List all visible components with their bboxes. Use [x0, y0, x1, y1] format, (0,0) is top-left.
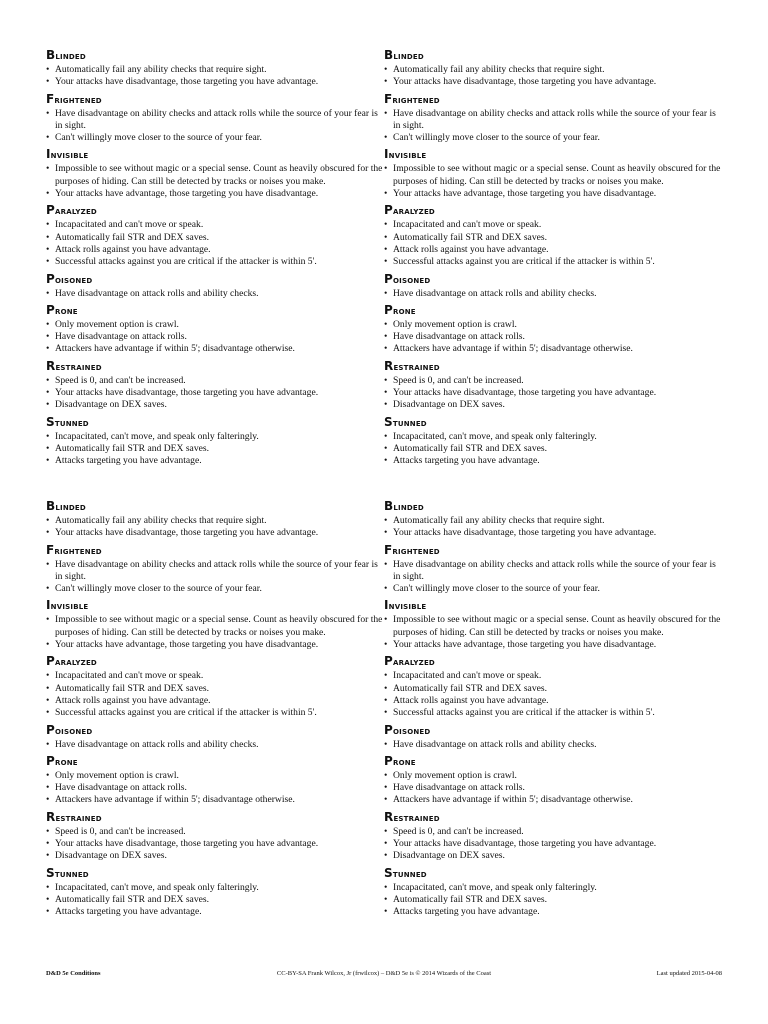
- condition-effect: • Have disadvantage on attack rolls and ability checks.: [384, 288, 724, 300]
- condition-frightened: [46, 544, 386, 596]
- condition-title: Stunned: [46, 414, 89, 429]
- condition-effects-list: [384, 515, 724, 540]
- condition-title: Frightened: [46, 91, 102, 106]
- condition-frightened: [384, 93, 724, 145]
- condition-effect: • Have disadvantage on attack rolls.: [46, 782, 386, 794]
- condition-effect: • Incapacitated, can't move, and speak only falteringly.: [46, 882, 386, 894]
- condition-title: Blinded: [46, 499, 86, 513]
- condition-effect: • Incapacitated and can't move or speak.: [46, 219, 386, 231]
- condition-effect: • Your attacks have advantage, those targeting you have disadvantage.: [46, 639, 386, 651]
- condition-effect: • Incapacitated and can't move or speak.: [384, 219, 724, 231]
- condition-effects-list: [46, 375, 386, 412]
- condition-effect: • Incapacitated and can't move or speak.: [46, 670, 386, 682]
- condition-effect: • Your attacks have disadvantage, those targeting you have advantage.: [46, 387, 386, 399]
- page-footer: [46, 968, 722, 980]
- condition-effect: • Attacks targeting you have advantage.: [46, 906, 386, 918]
- condition-effect: • Speed is 0, and can't be increased.: [384, 375, 724, 387]
- condition-effect: • Successful attacks against you are critical if the attacker is within 5'.: [46, 256, 386, 268]
- condition-effect: • Your attacks have disadvantage, those targeting you have advantage.: [384, 387, 724, 399]
- condition-effects-list: [384, 319, 724, 356]
- condition-effect: • Can't willingly move closer to the source of your fear.: [384, 132, 724, 144]
- condition-effect: • Automatically fail any ability checks that require sight.: [46, 515, 386, 527]
- condition-title: Stunned: [384, 865, 427, 880]
- condition-effect: • Incapacitated, can't move, and speak only falteringly.: [46, 431, 386, 443]
- condition-effect: • Successful attacks against you are critical if the attacker is within 5'.: [384, 707, 724, 719]
- condition-stunned: [46, 867, 386, 919]
- condition-effect: • Automatically fail STR and DEX saves.: [46, 683, 386, 695]
- condition-prone: [384, 755, 724, 807]
- condition-effects-list: [384, 614, 724, 651]
- condition-effects-list: [46, 515, 386, 540]
- condition-restrained: [46, 811, 386, 863]
- condition-effect: • Have disadvantage on attack rolls.: [384, 782, 724, 794]
- condition-effects-list: [46, 163, 386, 200]
- condition-effects-list: [46, 614, 386, 651]
- condition-title: Invisible: [384, 147, 427, 162]
- condition-effects-list: [46, 219, 386, 268]
- condition-title: Restrained: [46, 358, 102, 373]
- condition-invisible: [46, 148, 386, 200]
- condition-title: Poisoned: [384, 722, 431, 737]
- condition-effect: • Automatically fail STR and DEX saves.: [384, 443, 724, 455]
- condition-effects-list: [384, 826, 724, 863]
- condition-effect: • Have disadvantage on ability checks and attack rolls while the source of your fear is in sight.: [46, 559, 386, 584]
- condition-effects-list: [46, 739, 386, 751]
- condition-effect: • Have disadvantage on attack rolls and ability checks.: [384, 739, 724, 751]
- condition-effect: • Attack rolls against you have advantage.: [384, 695, 724, 707]
- condition-effect: • Automatically fail any ability checks that require sight.: [384, 64, 724, 76]
- condition-blinded: [384, 49, 724, 89]
- condition-effect: • Automatically fail STR and DEX saves.: [384, 232, 724, 244]
- condition-effects-list: [384, 559, 724, 596]
- condition-stunned: [46, 416, 386, 468]
- condition-effect: • Your attacks have disadvantage, those targeting you have advantage.: [384, 838, 724, 850]
- condition-restrained: [46, 360, 386, 412]
- condition-effect: • Incapacitated, can't move, and speak only falteringly.: [384, 882, 724, 894]
- conditions-card-bottom-right: [384, 500, 724, 923]
- condition-poisoned: [46, 273, 386, 300]
- condition-stunned: [384, 867, 724, 919]
- condition-effect: • Automatically fail STR and DEX saves.: [46, 443, 386, 455]
- condition-effect: • Automatically fail STR and DEX saves.: [46, 232, 386, 244]
- condition-frightened: [384, 544, 724, 596]
- condition-effect: • Automatically fail STR and DEX saves.: [384, 894, 724, 906]
- condition-effect: • Attackers have advantage if within 5'; disadvantage otherwise.: [384, 343, 724, 355]
- condition-effects-list: [46, 826, 386, 863]
- condition-effect: • Speed is 0, and can't be increased.: [46, 826, 386, 838]
- condition-effect: • Disadvantage on DEX saves.: [384, 850, 724, 862]
- condition-title: Restrained: [46, 809, 102, 824]
- condition-effect: • Incapacitated, can't move, and speak only falteringly.: [384, 431, 724, 443]
- condition-effects-list: [46, 559, 386, 596]
- condition-invisible: [384, 599, 724, 651]
- condition-effect: • Impossible to see without magic or a special sense. Count as heavily obscured for the purposes of hiding. Can still be detected by tracks or noises you make.: [384, 163, 724, 188]
- condition-effects-list: [384, 670, 724, 719]
- condition-effect: • Impossible to see without magic or a special sense. Count as heavily obscured for the purposes of hiding. Can still be detected by tracks or noises you make.: [46, 163, 386, 188]
- condition-title: Paralyzed: [46, 203, 97, 218]
- conditions-card-top-right: [384, 49, 724, 472]
- condition-effect: • Have disadvantage on attack rolls and ability checks.: [46, 739, 386, 751]
- condition-effects-list: [384, 882, 724, 919]
- condition-effects-list: [384, 163, 724, 200]
- condition-effect: • Attackers have advantage if within 5'; disadvantage otherwise.: [46, 794, 386, 806]
- condition-paralyzed: [384, 204, 724, 268]
- condition-restrained: [384, 811, 724, 863]
- condition-effects-list: [46, 770, 386, 807]
- condition-title: Restrained: [384, 809, 440, 824]
- condition-effect: • Have disadvantage on attack rolls.: [384, 331, 724, 343]
- condition-effect: • Have disadvantage on attack rolls.: [46, 331, 386, 343]
- condition-title: Frightened: [384, 91, 440, 106]
- condition-effect: • Your attacks have disadvantage, those targeting you have advantage.: [46, 838, 386, 850]
- condition-effect: • Attacks targeting you have advantage.: [384, 455, 724, 467]
- condition-title: Paralyzed: [46, 654, 97, 669]
- condition-effect: • Your attacks have disadvantage, those targeting you have advantage.: [46, 527, 386, 539]
- condition-effect: • Only movement option is crawl.: [46, 770, 386, 782]
- condition-title: Invisible: [384, 598, 427, 613]
- conditions-card-top-left: [46, 49, 386, 472]
- condition-effect: • Attacks targeting you have advantage.: [46, 455, 386, 467]
- condition-prone: [46, 304, 386, 356]
- condition-effect: • Automatically fail any ability checks that require sight.: [384, 515, 724, 527]
- condition-paralyzed: [46, 655, 386, 719]
- condition-effects-list: [46, 431, 386, 468]
- condition-effects-list: [384, 431, 724, 468]
- condition-title: Invisible: [46, 598, 89, 613]
- condition-title: Blinded: [384, 499, 424, 513]
- condition-paralyzed: [384, 655, 724, 719]
- condition-title: Invisible: [46, 147, 89, 162]
- condition-title: Poisoned: [384, 271, 431, 286]
- condition-title: Stunned: [46, 865, 89, 880]
- condition-effect: • Your attacks have disadvantage, those targeting you have advantage.: [384, 527, 724, 539]
- condition-effect: • Automatically fail STR and DEX saves.: [46, 894, 386, 906]
- condition-effect: • Only movement option is crawl.: [46, 319, 386, 331]
- condition-invisible: [46, 599, 386, 651]
- condition-effect: • Automatically fail any ability checks that require sight.: [46, 64, 386, 76]
- condition-effects-list: [384, 64, 724, 89]
- condition-title: Stunned: [384, 414, 427, 429]
- condition-effect: • Your attacks have disadvantage, those targeting you have advantage.: [46, 76, 386, 88]
- condition-effects-list: [46, 882, 386, 919]
- condition-effect: • Automatically fail STR and DEX saves.: [384, 683, 724, 695]
- condition-title: Blinded: [46, 48, 86, 62]
- condition-effect: • Your attacks have advantage, those targeting you have disadvantage.: [46, 188, 386, 200]
- condition-effect: • Impossible to see without magic or a special sense. Count as heavily obscured for the purposes of hiding. Can still be detected by tracks or noises you make.: [384, 614, 724, 639]
- condition-invisible: [384, 148, 724, 200]
- condition-effect: • Have disadvantage on ability checks and attack rolls while the source of your fear is in sight.: [46, 108, 386, 133]
- condition-title: Blinded: [384, 48, 424, 62]
- condition-blinded: [46, 49, 386, 89]
- condition-effect: • Can't willingly move closer to the source of your fear.: [46, 583, 386, 595]
- condition-title: Paralyzed: [384, 654, 435, 669]
- condition-poisoned: [384, 724, 724, 751]
- condition-title: Paralyzed: [384, 203, 435, 218]
- condition-prone: [46, 755, 386, 807]
- condition-effect: • Have disadvantage on ability checks and attack rolls while the source of your fear is in sight.: [384, 559, 724, 584]
- condition-poisoned: [46, 724, 386, 751]
- condition-effects-list: [46, 108, 386, 145]
- condition-effect: • Attacks targeting you have advantage.: [384, 906, 724, 918]
- footer-license: CC-BY-SA Frank Wilcox, Jr (frwilcox) – D&D 5e is © 2014 Wizards of the Coast: [276, 970, 492, 977]
- condition-effect: • Only movement option is crawl.: [384, 319, 724, 331]
- conditions-card-bottom-left: [46, 500, 386, 923]
- condition-effect: • Can't willingly move closer to the source of your fear.: [384, 583, 724, 595]
- condition-effect: • Impossible to see without magic or a special sense. Count as heavily obscured for the purposes of hiding. Can still be detected by tracks or noises you make.: [46, 614, 386, 639]
- condition-effect: • Disadvantage on DEX saves.: [384, 399, 724, 411]
- condition-title: Frightened: [46, 542, 102, 557]
- condition-title: Restrained: [384, 358, 440, 373]
- condition-title: Prone: [46, 302, 78, 317]
- condition-effects-list: [384, 739, 724, 751]
- condition-effects-list: [384, 770, 724, 807]
- condition-effects-list: [46, 670, 386, 719]
- condition-title: Poisoned: [46, 722, 93, 737]
- condition-effect: • Attackers have advantage if within 5'; disadvantage otherwise.: [46, 343, 386, 355]
- condition-effect: • Incapacitated and can't move or speak.: [384, 670, 724, 682]
- condition-effects-list: [46, 288, 386, 300]
- condition-title: Frightened: [384, 542, 440, 557]
- condition-effect: • Your attacks have advantage, those targeting you have disadvantage.: [384, 188, 724, 200]
- condition-blinded: [46, 500, 386, 540]
- condition-effects-list: [384, 375, 724, 412]
- condition-effect: • Attack rolls against you have advantage.: [46, 244, 386, 256]
- condition-title: Poisoned: [46, 271, 93, 286]
- condition-poisoned: [384, 273, 724, 300]
- condition-effect: • Have disadvantage on attack rolls and ability checks.: [46, 288, 386, 300]
- condition-effect: • Your attacks have disadvantage, those targeting you have advantage.: [384, 76, 724, 88]
- condition-effects-list: [46, 64, 386, 89]
- condition-blinded: [384, 500, 724, 540]
- condition-effect: • Speed is 0, and can't be increased.: [384, 826, 724, 838]
- condition-effect: • Successful attacks against you are critical if the attacker is within 5'.: [46, 707, 386, 719]
- condition-effect: • Can't willingly move closer to the source of your fear.: [46, 132, 386, 144]
- footer-title: D&D 5e Conditions: [46, 970, 101, 977]
- condition-effect: • Have disadvantage on ability checks and attack rolls while the source of your fear is in sight.: [384, 108, 724, 133]
- footer-updated: Last updated 2015-04-08: [656, 970, 722, 977]
- condition-effect: • Attack rolls against you have advantage.: [46, 695, 386, 707]
- condition-effect: • Only movement option is crawl.: [384, 770, 724, 782]
- condition-frightened: [46, 93, 386, 145]
- condition-effects-list: [384, 108, 724, 145]
- condition-effect: • Speed is 0, and can't be increased.: [46, 375, 386, 387]
- condition-title: Prone: [384, 302, 416, 317]
- condition-effect: • Attack rolls against you have advantage.: [384, 244, 724, 256]
- condition-effect: • Successful attacks against you are critical if the attacker is within 5'.: [384, 256, 724, 268]
- condition-stunned: [384, 416, 724, 468]
- condition-effects-list: [384, 288, 724, 300]
- condition-prone: [384, 304, 724, 356]
- condition-restrained: [384, 360, 724, 412]
- condition-effects-list: [46, 319, 386, 356]
- condition-effects-list: [384, 219, 724, 268]
- condition-title: Prone: [384, 753, 416, 768]
- condition-title: Prone: [46, 753, 78, 768]
- condition-effect: • Disadvantage on DEX saves.: [46, 399, 386, 411]
- condition-paralyzed: [46, 204, 386, 268]
- condition-effect: • Attackers have advantage if within 5'; disadvantage otherwise.: [384, 794, 724, 806]
- condition-effect: • Disadvantage on DEX saves.: [46, 850, 386, 862]
- condition-effect: • Your attacks have advantage, those targeting you have disadvantage.: [384, 639, 724, 651]
